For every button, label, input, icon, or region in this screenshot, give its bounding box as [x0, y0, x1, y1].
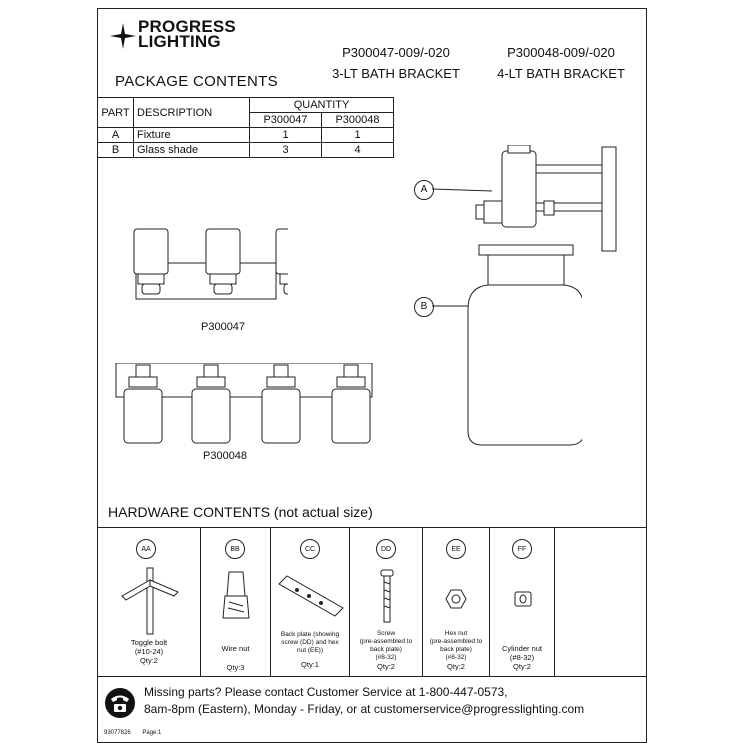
caption-4lt: P300048 [203, 450, 248, 462]
fixture-3lt-drawing [128, 227, 288, 307]
package-contents-title: PACKAGE CONTENTS [115, 73, 278, 90]
caption-3lt: P300047 [201, 321, 246, 333]
star-logo-icon [110, 23, 136, 49]
hardware-qty: Qty:2 [377, 662, 395, 671]
hardware-name: Screw (pre-assembled to back plate) (#8-32) [359, 630, 413, 661]
brand-line1: PROGRESS [138, 17, 236, 36]
model-3lt [326, 42, 466, 84]
glass-shade-drawing [432, 243, 582, 453]
back-plate-icon [277, 572, 345, 622]
hardware-qty: Qty:2 [140, 656, 158, 665]
table-row: A Fixture 1 1 [98, 128, 394, 143]
callout-a: A [414, 180, 434, 200]
hardware-qty: Qty:2 [447, 662, 465, 671]
header-description: DESCRIPTION [134, 98, 250, 128]
hardware-name: Hex nut (pre-assembled to back plate) (#8-32) [429, 630, 483, 661]
hardware-item-bb [201, 528, 271, 676]
instruction-sheet [97, 8, 647, 743]
model-4lt [486, 42, 636, 84]
contact-line1: Missing parts? Please contact Customer Service at 1-800-447-0573, [144, 685, 508, 699]
contact-info [144, 684, 584, 718]
hardware-item-dd [350, 528, 423, 676]
hardware-code: EE [446, 539, 466, 559]
model-4lt-name: 4-LT BATH BRACKET [497, 66, 625, 81]
hardware-code: BB [225, 539, 245, 559]
wire-nut-icon [221, 570, 251, 630]
hardware-item-ff [490, 528, 555, 676]
hardware-qty: Qty:3 [226, 663, 245, 672]
header-col-p300048: P300048 [322, 113, 394, 128]
hardware-name: Cylinder nut (#8-32) [501, 644, 543, 662]
fixture-4lt-drawing [114, 363, 374, 449]
toggle-bolt-icon [116, 566, 186, 636]
hardware-contents-row [98, 527, 646, 677]
hardware-item-cc [271, 528, 350, 676]
shade-3lt [134, 229, 288, 274]
cylinder-nut-icon [512, 590, 534, 608]
brand-line2: LIGHTING [138, 32, 221, 51]
header-col-p300047: P300047 [250, 113, 322, 128]
hardware-item-ee [423, 528, 490, 676]
model-3lt-number: P300047-009/-020 [342, 45, 450, 60]
hardware-code: DD [376, 539, 396, 559]
hardware-name: Wire nut [221, 644, 250, 653]
hardware-qty: Qty:2 [513, 662, 531, 671]
model-4lt-number: P300048-009/-020 [507, 45, 615, 60]
fixture-arm-drawing [432, 145, 622, 255]
hardware-contents-title: HARDWARE CONTENTS (not actual size) [108, 504, 373, 520]
page-number: Page:1 [142, 730, 162, 736]
hardware-code: FF [512, 539, 532, 559]
model-3lt-name: 3-LT BATH BRACKET [332, 66, 460, 81]
doc-number: 93077826 [104, 730, 131, 736]
contact-line2: 8am-8pm (Eastern), Monday - Friday, or at customerservice@progresslighting.com [144, 702, 585, 716]
telephone-icon [104, 687, 136, 719]
hardware-item-aa [98, 528, 201, 676]
hardware-code: AA [136, 539, 156, 559]
hardware-qty: Qty:1 [301, 660, 319, 669]
hardware-name: Back plate (showing screw (DD) and hex nut (EE)) [280, 631, 340, 654]
screw-icon [378, 568, 396, 624]
table-row: B Glass shade 3 4 [98, 143, 394, 158]
hex-nut-icon [445, 588, 467, 610]
hardware-code: CC [300, 539, 320, 559]
footer [104, 730, 171, 736]
package-contents-table [97, 97, 394, 158]
header-quantity: QUANTITY [250, 98, 394, 113]
callout-b: B [414, 297, 434, 317]
header-part: PART [98, 98, 134, 128]
hardware-name: Toggle bolt (#10-24) [130, 638, 168, 656]
